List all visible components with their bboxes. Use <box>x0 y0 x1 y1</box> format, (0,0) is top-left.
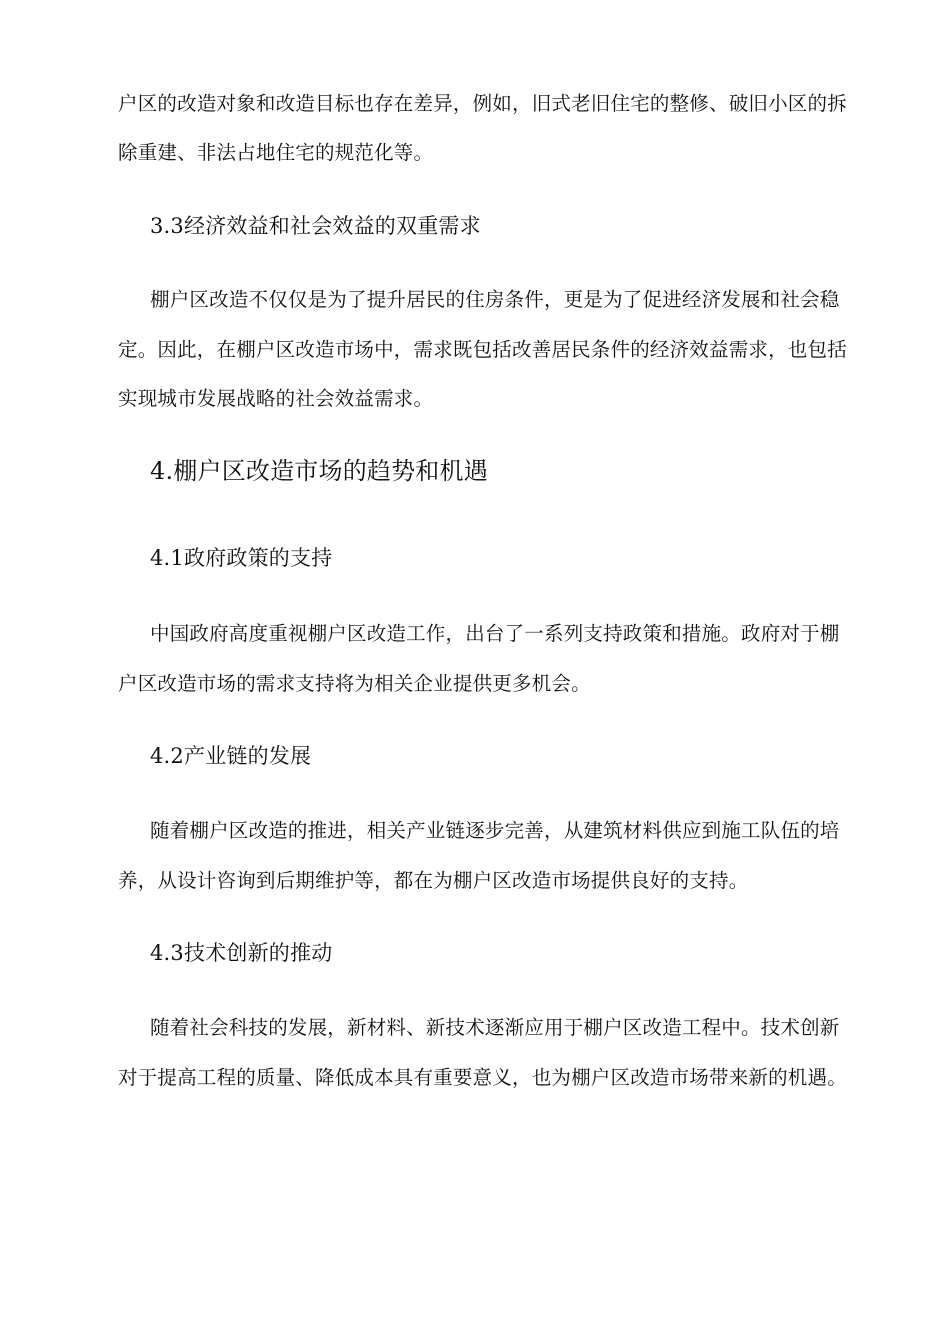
paragraph-line: 棚户区改造不仅仅是为了提升居民的住房条件，更是为了促进经济发展和社会稳 <box>150 288 840 311</box>
section-heading-4-1: 4.1政府政策的支持 <box>150 546 333 570</box>
paragraph-line: 定。因此，在棚户区改造市场中，需求既包括改善居民条件的经济效益需求，也包括 <box>118 338 847 361</box>
paragraph-line: 户区的改造对象和改造目标也存在差异，例如，旧式老旧住宅的整修、破旧小区的拆 <box>118 92 847 115</box>
paragraph-line: 对于提高工程的质量、降低成本具有重要意义，也为棚户区改造市场带来新的机遇。 <box>118 1066 847 1089</box>
paragraph-line: 除重建、非法占地住宅的规范化等。 <box>118 141 434 164</box>
paragraph-line: 户区改造市场的需求支持将为相关企业提供更多机会。 <box>118 672 591 695</box>
paragraph-line: 随着社会科技的发展，新材料、新技术逐渐应用于棚户区改造工程中。技术创新 <box>150 1016 840 1039</box>
paragraph-line: 随着棚户区改造的推进，相关产业链逐步完善，从建筑材料供应到施工队伍的培 <box>150 819 840 842</box>
section-heading-3-3: 3.3经济效益和社会效益的双重需求 <box>150 214 481 238</box>
section-heading-4-2: 4.2产业链的发展 <box>150 744 312 768</box>
paragraph-line: 实现城市发展战略的社会效益需求。 <box>118 387 434 410</box>
paragraph-line: 养，从设计咨询到后期维护等，都在为棚户区改造市场提供良好的支持。 <box>118 869 749 892</box>
chapter-heading-4: 4.棚户区改造市场的趋势和机遇 <box>150 457 488 485</box>
paragraph-line: 中国政府高度重视棚户区改造工作，出台了一系列支持政策和措施。政府对于棚 <box>150 622 840 645</box>
section-heading-4-3: 4.3技术创新的推动 <box>150 941 333 965</box>
